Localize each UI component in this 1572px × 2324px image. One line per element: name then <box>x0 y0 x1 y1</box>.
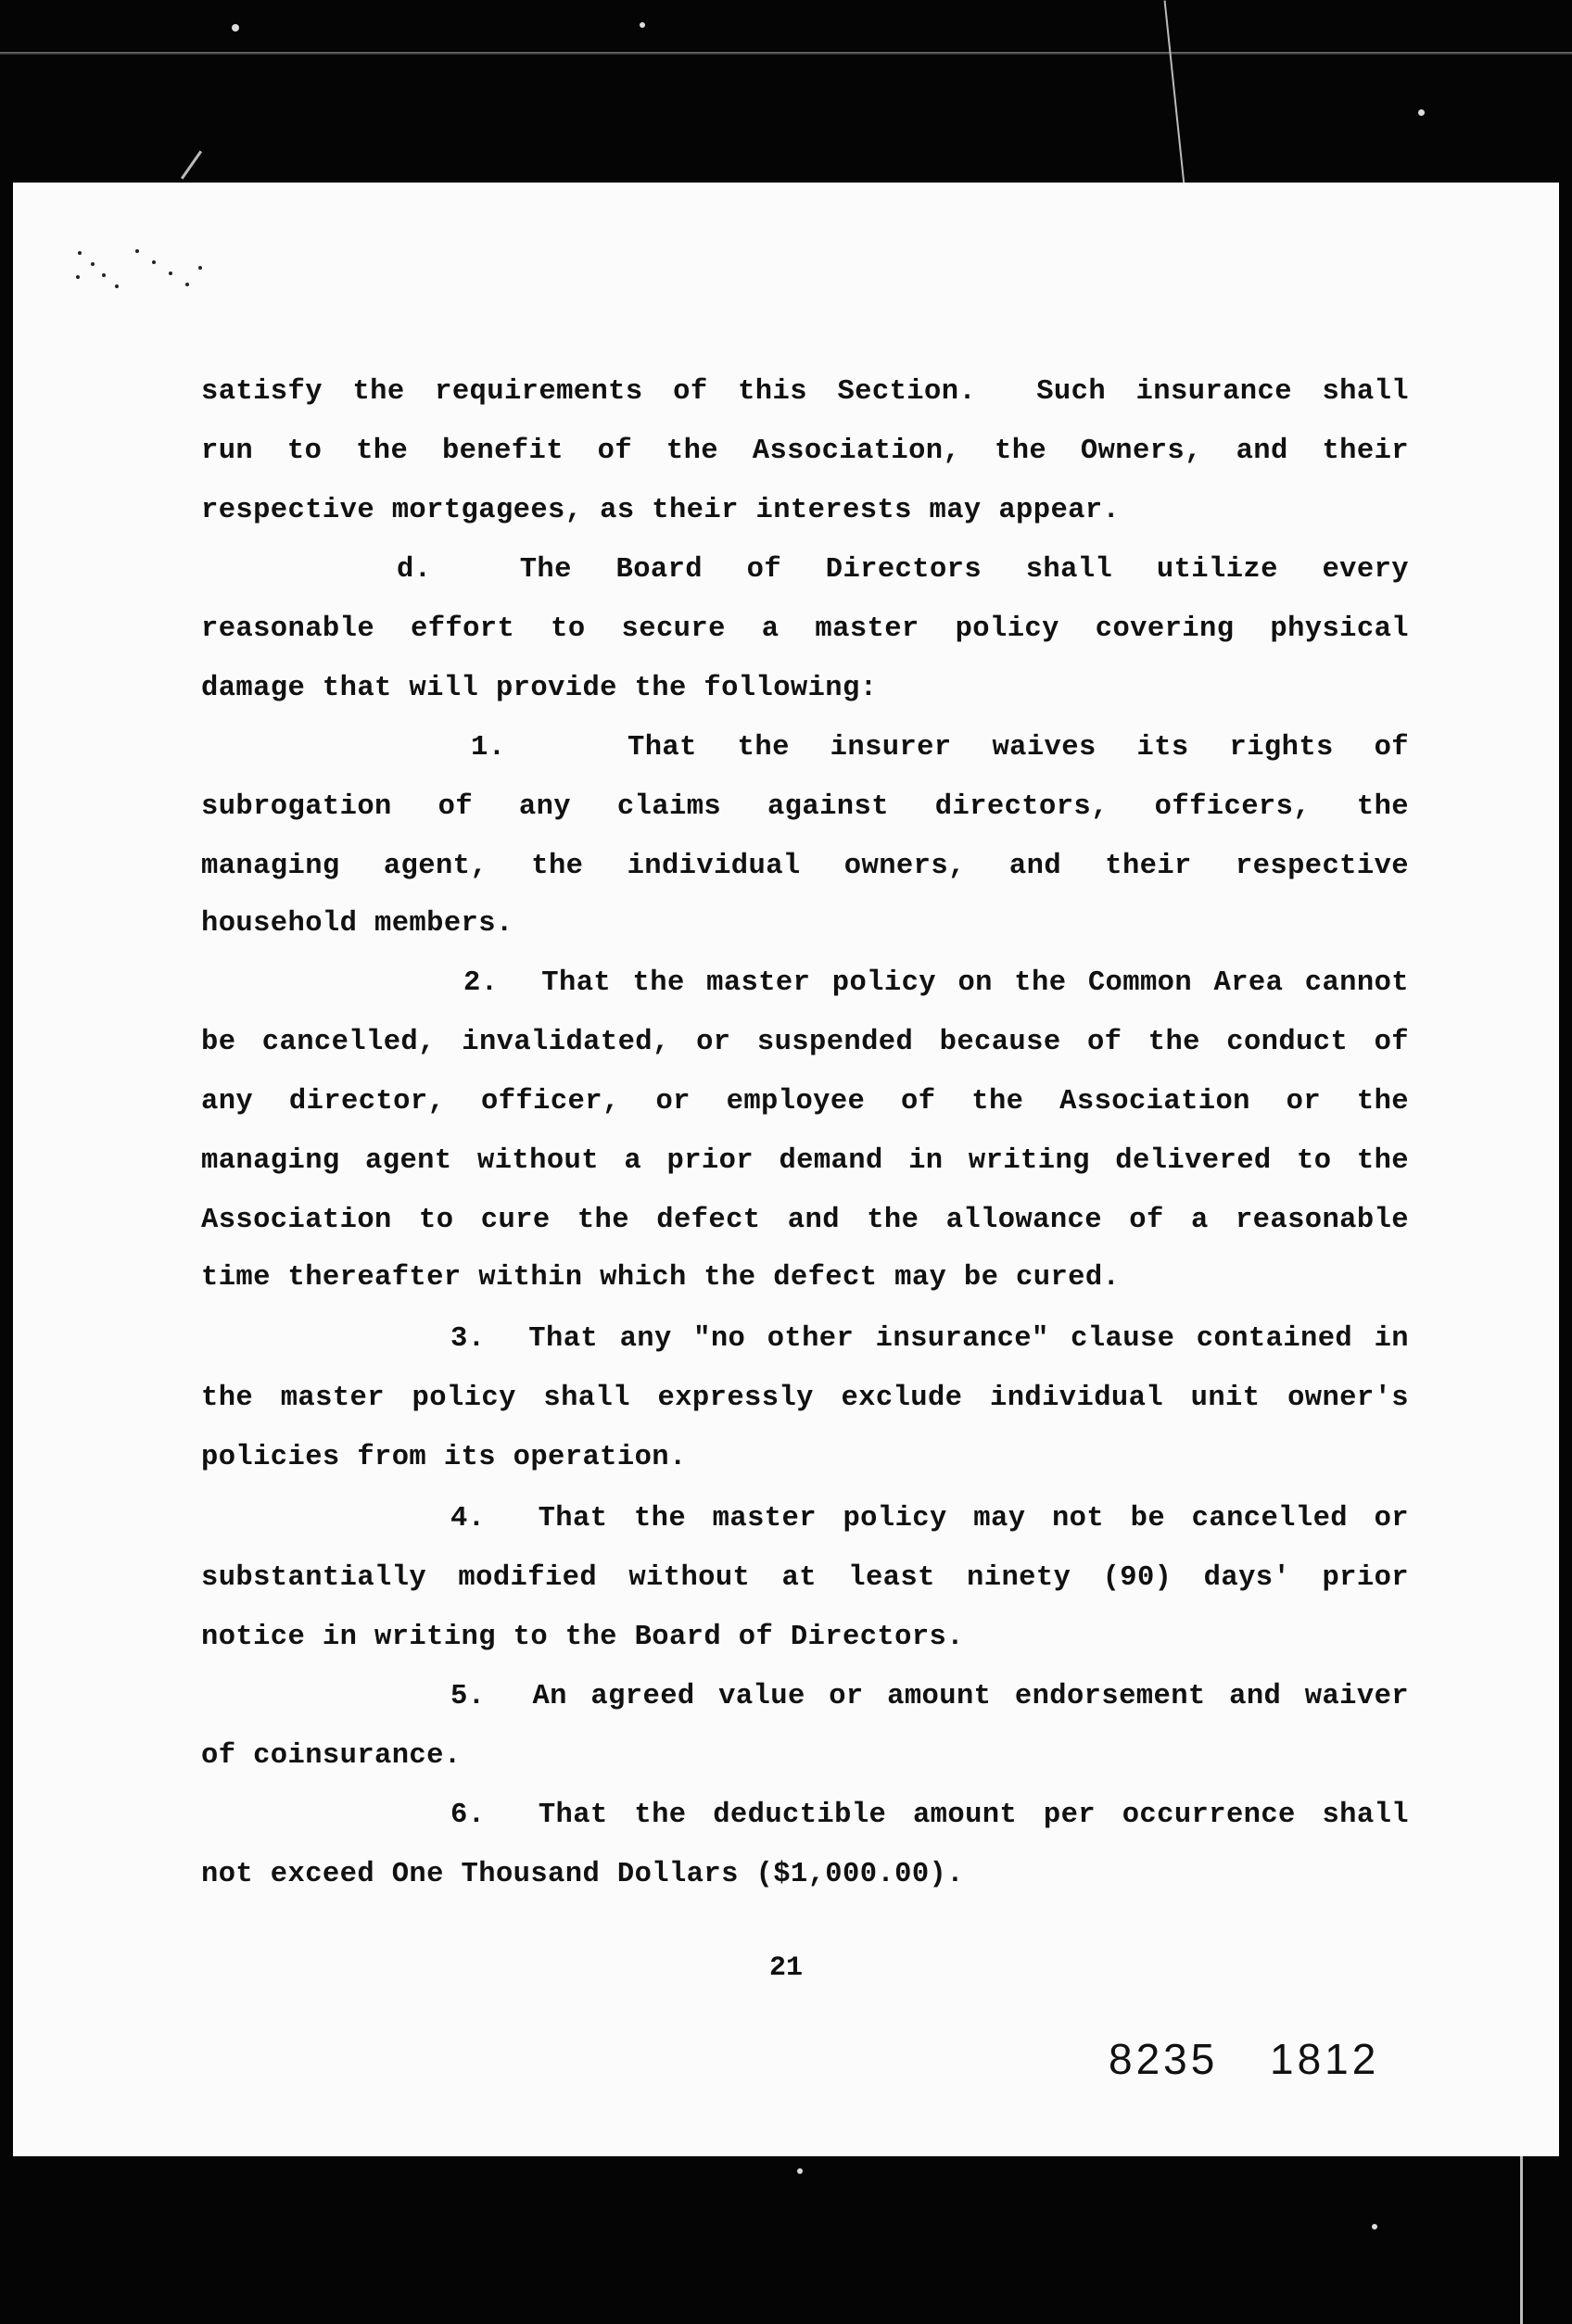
text-line: run to the benefit of the Association, the Owners, and their <box>201 436 1409 467</box>
item-1-heading: 1. That the insurer waives its rights of <box>471 732 1409 764</box>
book-number-stamp: 8235 <box>1109 2035 1219 2083</box>
text-line: household members. <box>201 908 513 940</box>
paragraph-d-heading: d. The Board of Directors shall utilize every <box>397 554 1409 586</box>
item-5-heading: 5. An agreed value or amount endorsement and waiver <box>450 1681 1409 1712</box>
text-line: Association to cure the defect and the allowance of a reasonable <box>201 1205 1409 1236</box>
scan-streak <box>181 150 202 179</box>
text-line: damage that will provide the following: <box>201 673 878 704</box>
text-line: satisfy the requirements of this Section. Such insurance shall <box>201 376 1409 408</box>
scan-speck <box>640 22 645 28</box>
item-4-heading: 4. That the master policy may not be cancelled or <box>450 1503 1409 1535</box>
text-line: the master policy shall expressly exclude individual unit owner's <box>201 1383 1409 1414</box>
item-6-heading: 6. That the deductible amount per occurrence shall <box>450 1800 1409 1831</box>
text-line: respective mortgagees, as their interests may appear. <box>201 495 1121 526</box>
page-number: 21 <box>768 1952 803 1984</box>
text-line: managing agent, the individual owners, and their respective <box>201 851 1409 882</box>
page-number-stamp: 1812 <box>1270 2035 1380 2083</box>
scan-dots <box>59 238 245 331</box>
text-line: policies from its operation. <box>201 1442 687 1473</box>
text-line: reasonable effort to secure a master policy covering physical <box>201 613 1409 645</box>
scan-speck <box>1372 2224 1377 2229</box>
item-2-heading: 2. That the master policy on the Common Area cannot <box>463 967 1409 999</box>
text-line: not exceed One Thousand Dollars ($1,000.00). <box>201 1859 964 1890</box>
text-line: substantially modified without at least ninety (90) days' prior <box>201 1562 1409 1594</box>
scan-speck <box>232 24 239 32</box>
item-3-heading: 3. That any "no other insurance" clause contained in <box>450 1323 1409 1355</box>
document-page <box>13 183 1559 2156</box>
text-line: managing agent without a prior demand in writing delivered to the <box>201 1145 1409 1177</box>
scan-speck <box>1418 109 1425 116</box>
scan-border-line <box>0 52 1572 55</box>
text-line: notice in writing to the Board of Directors. <box>201 1622 964 1653</box>
scan-speck <box>797 2168 803 2174</box>
text-line: time thereafter within which the defect may be cured. <box>201 1262 1121 1294</box>
text-line: be cancelled, invalidated, or suspended because of the conduct of <box>201 1027 1409 1058</box>
scan-streak <box>1164 0 1185 184</box>
text-line: of coinsurance. <box>201 1740 462 1772</box>
scan-streak <box>1520 2150 1523 2324</box>
text-line: subrogation of any claims against directors, officers, the <box>201 791 1409 823</box>
text-line: any director, officer, or employee of the Association or the <box>201 1086 1409 1118</box>
